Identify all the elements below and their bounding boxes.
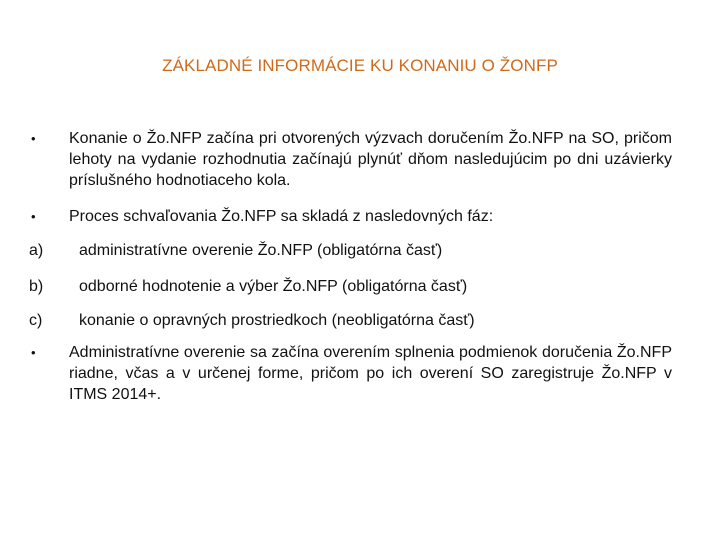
list-item-text: administratívne overenie Žo.NFP (obligatórna časť) bbox=[79, 242, 443, 259]
list-item-text: odborné hodnotenie a výber Žo.NFP (obligatórna časť) bbox=[79, 278, 468, 295]
bullet-marker: • bbox=[31, 345, 36, 360]
bullet-marker: • bbox=[31, 209, 36, 224]
letter-marker: a) bbox=[29, 242, 44, 259]
list-item-text: Konanie o Žo.NFP začína pri otvorených výzvach doručením Žo.NFP na SO, pričom lehoty na vydanie rozhodnutia začínajú plynúť dňom nasledujúcim po dni uzávierky príslušného hodnotiaceho kola. bbox=[69, 130, 672, 189]
letter-marker: c) bbox=[29, 312, 43, 329]
list-item-text: Administratívne overenie sa začína overením splnenia podmienok doručenia Žo.NFP riadne, včas a v určenej forme, pričom po ich overení SO zaregistruje Žo.NFP v ITMS 2014+. bbox=[69, 344, 672, 403]
slide-title: ZÁKLADNÉ INFORMÁCIE KU KONANIU O ŽONFP bbox=[162, 56, 558, 75]
letter-marker: b) bbox=[29, 278, 44, 295]
list-item-text: konanie o opravných prostriedkoch (neobligatórna časť) bbox=[79, 312, 475, 329]
bullet-marker: • bbox=[31, 131, 36, 146]
list-item-text: Proces schvaľovania Žo.NFP sa skladá z nasledovných fáz: bbox=[69, 208, 494, 225]
